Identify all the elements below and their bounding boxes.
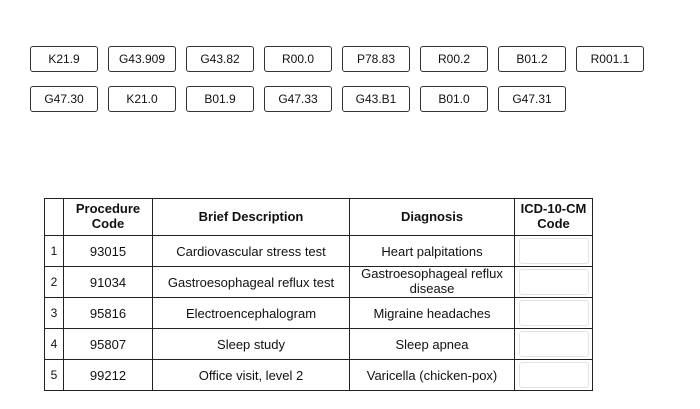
procedure-table — [44, 198, 593, 391]
row-number: 3 — [45, 298, 64, 329]
header-procedure-code — [64, 199, 153, 236]
table-row — [45, 267, 593, 298]
code-chip[interactable]: G43.B1 — [342, 86, 410, 112]
icd-code-dropzone[interactable] — [519, 362, 589, 388]
table-row — [45, 329, 593, 360]
code-chip[interactable]: K21.0 — [108, 86, 176, 112]
table-row — [45, 360, 593, 391]
code-bank — [30, 46, 650, 126]
header-row-number — [45, 199, 64, 236]
procedure-code: 99212 — [64, 360, 153, 391]
header-icd-code — [515, 199, 593, 236]
row-number: 1 — [45, 236, 64, 267]
icd-code-cell — [515, 236, 593, 267]
brief-description: Electroencephalogram — [153, 298, 350, 329]
icd-code-dropzone[interactable] — [519, 238, 589, 264]
diagnosis-label: Gastroesophageal reflux disease — [361, 266, 503, 296]
brief-description: Office visit, level 2 — [153, 360, 350, 391]
header-brief-description: Brief Description — [153, 199, 350, 236]
icd-code-dropzone[interactable] — [519, 331, 589, 357]
row-number: 4 — [45, 329, 64, 360]
icd-code-dropzone[interactable] — [519, 300, 589, 326]
code-chip[interactable]: K21.9 — [30, 46, 98, 72]
diagnosis: Sleep apnea — [350, 329, 515, 360]
code-chip[interactable]: G47.31 — [498, 86, 566, 112]
header-procedure-code-label: Procedure Code — [75, 201, 141, 231]
code-chip[interactable]: R00.2 — [420, 46, 488, 72]
brief-description: Cardiovascular stress test — [153, 236, 350, 267]
code-bank-row-2 — [30, 86, 650, 112]
icd-code-cell — [515, 329, 593, 360]
icd-code-cell — [515, 360, 593, 391]
table-row — [45, 298, 593, 329]
procedure-code: 95807 — [64, 329, 153, 360]
code-chip[interactable]: G43.82 — [186, 46, 254, 72]
procedure-code: 95816 — [64, 298, 153, 329]
icd-code-cell — [515, 298, 593, 329]
diagnosis: Varicella (chicken-pox) — [350, 360, 515, 391]
code-chip[interactable]: G47.33 — [264, 86, 332, 112]
code-chip[interactable]: G43.909 — [108, 46, 176, 72]
code-chip[interactable]: G47.30 — [30, 86, 98, 112]
code-chip[interactable]: P78.83 — [342, 46, 410, 72]
diagnosis — [350, 267, 515, 298]
code-bank-row-1 — [30, 46, 650, 72]
icd-code-dropzone[interactable] — [519, 269, 589, 295]
header-diagnosis: Diagnosis — [350, 199, 515, 236]
brief-description: Sleep study — [153, 329, 350, 360]
code-chip[interactable]: R00.0 — [264, 46, 332, 72]
procedure-code: 93015 — [64, 236, 153, 267]
table-row — [45, 236, 593, 267]
brief-description: Gastroesophageal reflux test — [153, 267, 350, 298]
row-number: 5 — [45, 360, 64, 391]
icd-code-cell — [515, 267, 593, 298]
diagnosis: Migraine headaches — [350, 298, 515, 329]
code-chip[interactable]: B01.2 — [498, 46, 566, 72]
code-chip[interactable]: B01.9 — [186, 86, 254, 112]
code-chip[interactable]: R001.1 — [576, 46, 644, 72]
row-number: 2 — [45, 267, 64, 298]
code-chip[interactable]: B01.0 — [420, 86, 488, 112]
diagnosis: Heart palpitations — [350, 236, 515, 267]
table-header-row — [45, 199, 593, 236]
header-icd-code-label: ICD-10-CM Code — [520, 201, 587, 231]
procedure-code: 91034 — [64, 267, 153, 298]
